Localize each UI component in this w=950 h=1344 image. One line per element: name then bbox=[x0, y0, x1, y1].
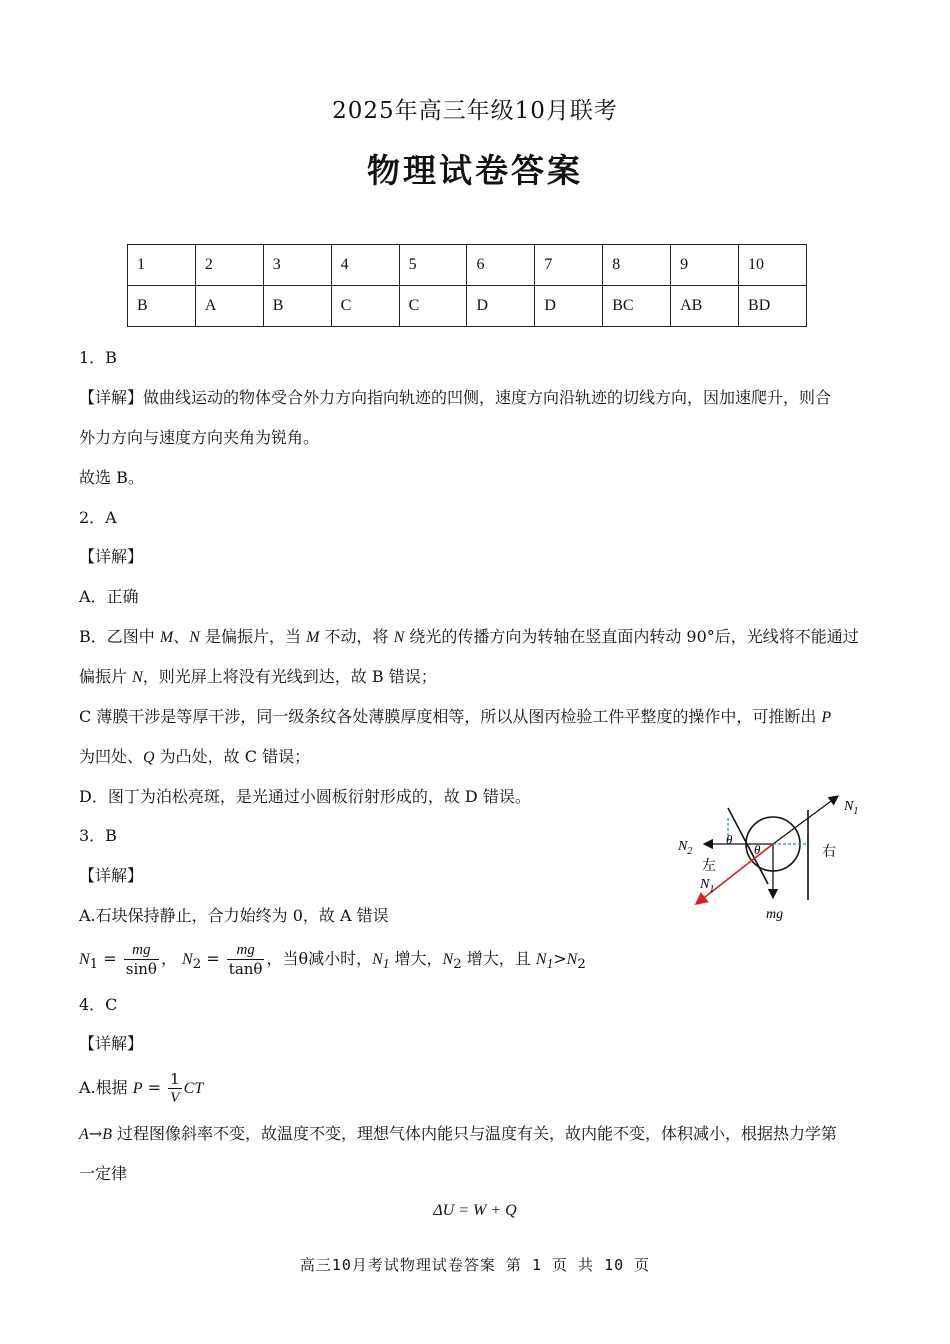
text-span: 增大， bbox=[389, 949, 443, 968]
symbol-n1: N bbox=[372, 951, 383, 968]
text-span: 为凸处，故 C 错误； bbox=[154, 747, 311, 766]
symbol-n2: N bbox=[182, 951, 193, 968]
answer-cell: C bbox=[399, 286, 467, 327]
symbol-p: P bbox=[132, 1080, 143, 1097]
text-span: 偏振片 bbox=[79, 667, 133, 686]
symbol-n: N bbox=[393, 629, 405, 646]
text-span: ，则光屏上将没有光线到达，故 B 错误； bbox=[142, 667, 437, 686]
text-span: B．乙图中 bbox=[79, 627, 160, 646]
answer-cell: D bbox=[467, 286, 535, 327]
document-title: 物理试卷答案 bbox=[367, 151, 583, 190]
label-text: N bbox=[700, 877, 710, 892]
subscript: 2 bbox=[192, 957, 202, 973]
answer-cell: AB bbox=[671, 286, 739, 327]
symbol-p: P bbox=[821, 709, 832, 726]
text-span: 增大，且 bbox=[461, 949, 536, 968]
q2-option-d: D．图丁为泊松亮斑，是光通过小圆板衍射形成的，故 D 错误。 bbox=[79, 787, 531, 806]
answer-cell: B bbox=[263, 286, 331, 327]
q3-formula-line bbox=[79, 941, 586, 983]
equals-sign: = bbox=[206, 949, 220, 968]
q3-option-a: A.石块保持静止，合力始终为 0，故 A 错误 bbox=[79, 906, 389, 925]
symbol-n2: N bbox=[566, 951, 578, 968]
label-n1-top bbox=[843, 799, 858, 817]
fraction-mg-tan bbox=[227, 942, 265, 978]
question-number-cell: 6 bbox=[467, 245, 535, 286]
subscript: 1 bbox=[89, 957, 99, 973]
text-span: 过程图像斜率不变，故温度不变，理想气体内能只与温度有关，故内能不变，体积减小，根据热力学第 bbox=[111, 1124, 838, 1143]
label-left: 左 bbox=[702, 859, 716, 874]
symbol-n2: N bbox=[442, 951, 454, 968]
q3-detail-label: 【详解】 bbox=[79, 866, 144, 885]
answer-cell: B bbox=[128, 286, 196, 327]
q4-option-a-line bbox=[79, 1068, 203, 1109]
answer-table bbox=[127, 244, 807, 327]
equals-sign: = bbox=[142, 1078, 162, 1097]
label-theta-left: θ bbox=[726, 832, 733, 847]
q1-heading: 1．B bbox=[79, 348, 117, 367]
q1-detail-line-2: 外力方向与速度方向夹角为锐角。 bbox=[79, 428, 320, 447]
text-span: 是偏振片，当 bbox=[199, 627, 307, 646]
subscript: 1 bbox=[382, 956, 390, 972]
numerator: mg bbox=[124, 942, 159, 960]
symbol-b: B bbox=[102, 1126, 112, 1143]
text-span: 为凹处、 bbox=[79, 747, 144, 766]
label-n1-bottom bbox=[699, 877, 714, 895]
fraction-mg-sin bbox=[124, 942, 159, 978]
fraction-one-over-v bbox=[168, 1071, 182, 1107]
denominator: tanθ bbox=[228, 959, 263, 978]
q2-heading: 2．A bbox=[79, 508, 117, 527]
answer-cell: BC bbox=[603, 286, 671, 327]
text-span: ，当θ减小时， bbox=[266, 949, 373, 968]
question-number-cell: 3 bbox=[263, 245, 331, 286]
q2-option-c-line-1 bbox=[79, 707, 831, 728]
label-sub: 1 bbox=[709, 884, 715, 895]
label-sub: 1 bbox=[853, 806, 859, 817]
text-span: 不动，将 bbox=[319, 627, 394, 646]
subscript: 2 bbox=[577, 957, 586, 973]
answer-cell: BD bbox=[739, 286, 807, 327]
label-right: 右 bbox=[822, 845, 836, 860]
subscript: 1 bbox=[546, 956, 554, 972]
q2-option-a: A．正确 bbox=[79, 587, 139, 606]
answer-table-number-row bbox=[128, 245, 807, 286]
q2-option-c-line-2 bbox=[79, 747, 310, 768]
text-span: 绕光的传播方向为转轴在竖直面内转动 90°后，光线将不能通过 bbox=[404, 627, 859, 646]
question-number-cell: 4 bbox=[331, 245, 399, 286]
q4-line-2 bbox=[79, 1124, 837, 1145]
subscript: 2 bbox=[453, 957, 462, 973]
q2-option-b-line-2 bbox=[79, 667, 437, 688]
arrow-symbol: → bbox=[88, 1124, 103, 1143]
first-law-formula: ΔU = W + Q bbox=[433, 1202, 517, 1219]
question-number-cell: 9 bbox=[671, 245, 739, 286]
label-text: N bbox=[678, 839, 688, 854]
label-text: N bbox=[844, 799, 854, 814]
label-mg: mg bbox=[766, 907, 784, 922]
q1-conclusion: 故选 B。 bbox=[79, 468, 144, 487]
symbol-n1: N bbox=[79, 951, 90, 968]
text-span: C 薄膜干涉是等厚干涉，同一级条纹各处薄膜厚度相等，所以从图丙检验工件平整度的操作中，可推断出 bbox=[79, 707, 822, 726]
numerator: mg bbox=[227, 942, 265, 960]
answer-cell: D bbox=[535, 286, 603, 327]
symbol-n: N bbox=[132, 669, 143, 686]
symbol-q: Q bbox=[143, 749, 155, 766]
force-diagram bbox=[672, 788, 872, 928]
answer-cell: A bbox=[195, 286, 263, 327]
symbol-n: N bbox=[189, 629, 200, 646]
denominator: sinθ bbox=[125, 959, 157, 978]
question-number-cell: 10 bbox=[739, 245, 807, 286]
equals-sign: = bbox=[103, 949, 117, 968]
symbol-ct: CT bbox=[183, 1080, 204, 1097]
question-number-cell: 5 bbox=[399, 245, 467, 286]
symbol-a: A bbox=[79, 1126, 89, 1143]
exam-subtitle: 2025年高三年级10月联考 bbox=[332, 98, 618, 124]
symbol-n1: N bbox=[535, 951, 547, 968]
text-span: A.根据 bbox=[79, 1078, 133, 1097]
n1-force-arrow bbox=[773, 796, 838, 844]
greater-than: > bbox=[553, 949, 567, 968]
question-number-cell: 7 bbox=[535, 245, 603, 286]
symbol-m: M bbox=[306, 629, 320, 646]
text-span: 、 bbox=[173, 627, 190, 646]
numerator: 1 bbox=[170, 1069, 180, 1088]
label-theta-center: θ bbox=[754, 842, 761, 857]
question-number-cell: 8 bbox=[603, 245, 671, 286]
q2-option-b-line-1 bbox=[79, 627, 859, 648]
question-number-cell: 2 bbox=[195, 245, 263, 286]
denominator: V bbox=[170, 1089, 180, 1106]
q2-detail-label: 【详解】 bbox=[79, 547, 144, 566]
q4-detail-label: 【详解】 bbox=[79, 1034, 144, 1053]
question-number-cell: 1 bbox=[128, 245, 196, 286]
q1-detail-line-1: 【详解】做曲线运动的物体受合外力方向指向轨迹的凹侧，速度方向沿轨迹的切线方向，因加速爬升，则合 bbox=[79, 388, 832, 407]
comma: ， bbox=[160, 949, 177, 968]
answer-table-answer-row bbox=[128, 286, 807, 327]
q4-heading: 4．C bbox=[79, 995, 118, 1014]
symbol-m: M bbox=[159, 629, 174, 646]
page-footer: 高三10月考试物理试卷答案 第 1 页 共 10 页 bbox=[299, 1256, 651, 1274]
label-sub: 2 bbox=[687, 846, 693, 857]
q4-line-3: 一定律 bbox=[79, 1164, 128, 1183]
n1-resultant-arrow bbox=[696, 844, 773, 904]
label-n2 bbox=[677, 839, 692, 857]
answer-cell: C bbox=[331, 286, 399, 327]
q3-heading: 3．B bbox=[79, 826, 117, 845]
